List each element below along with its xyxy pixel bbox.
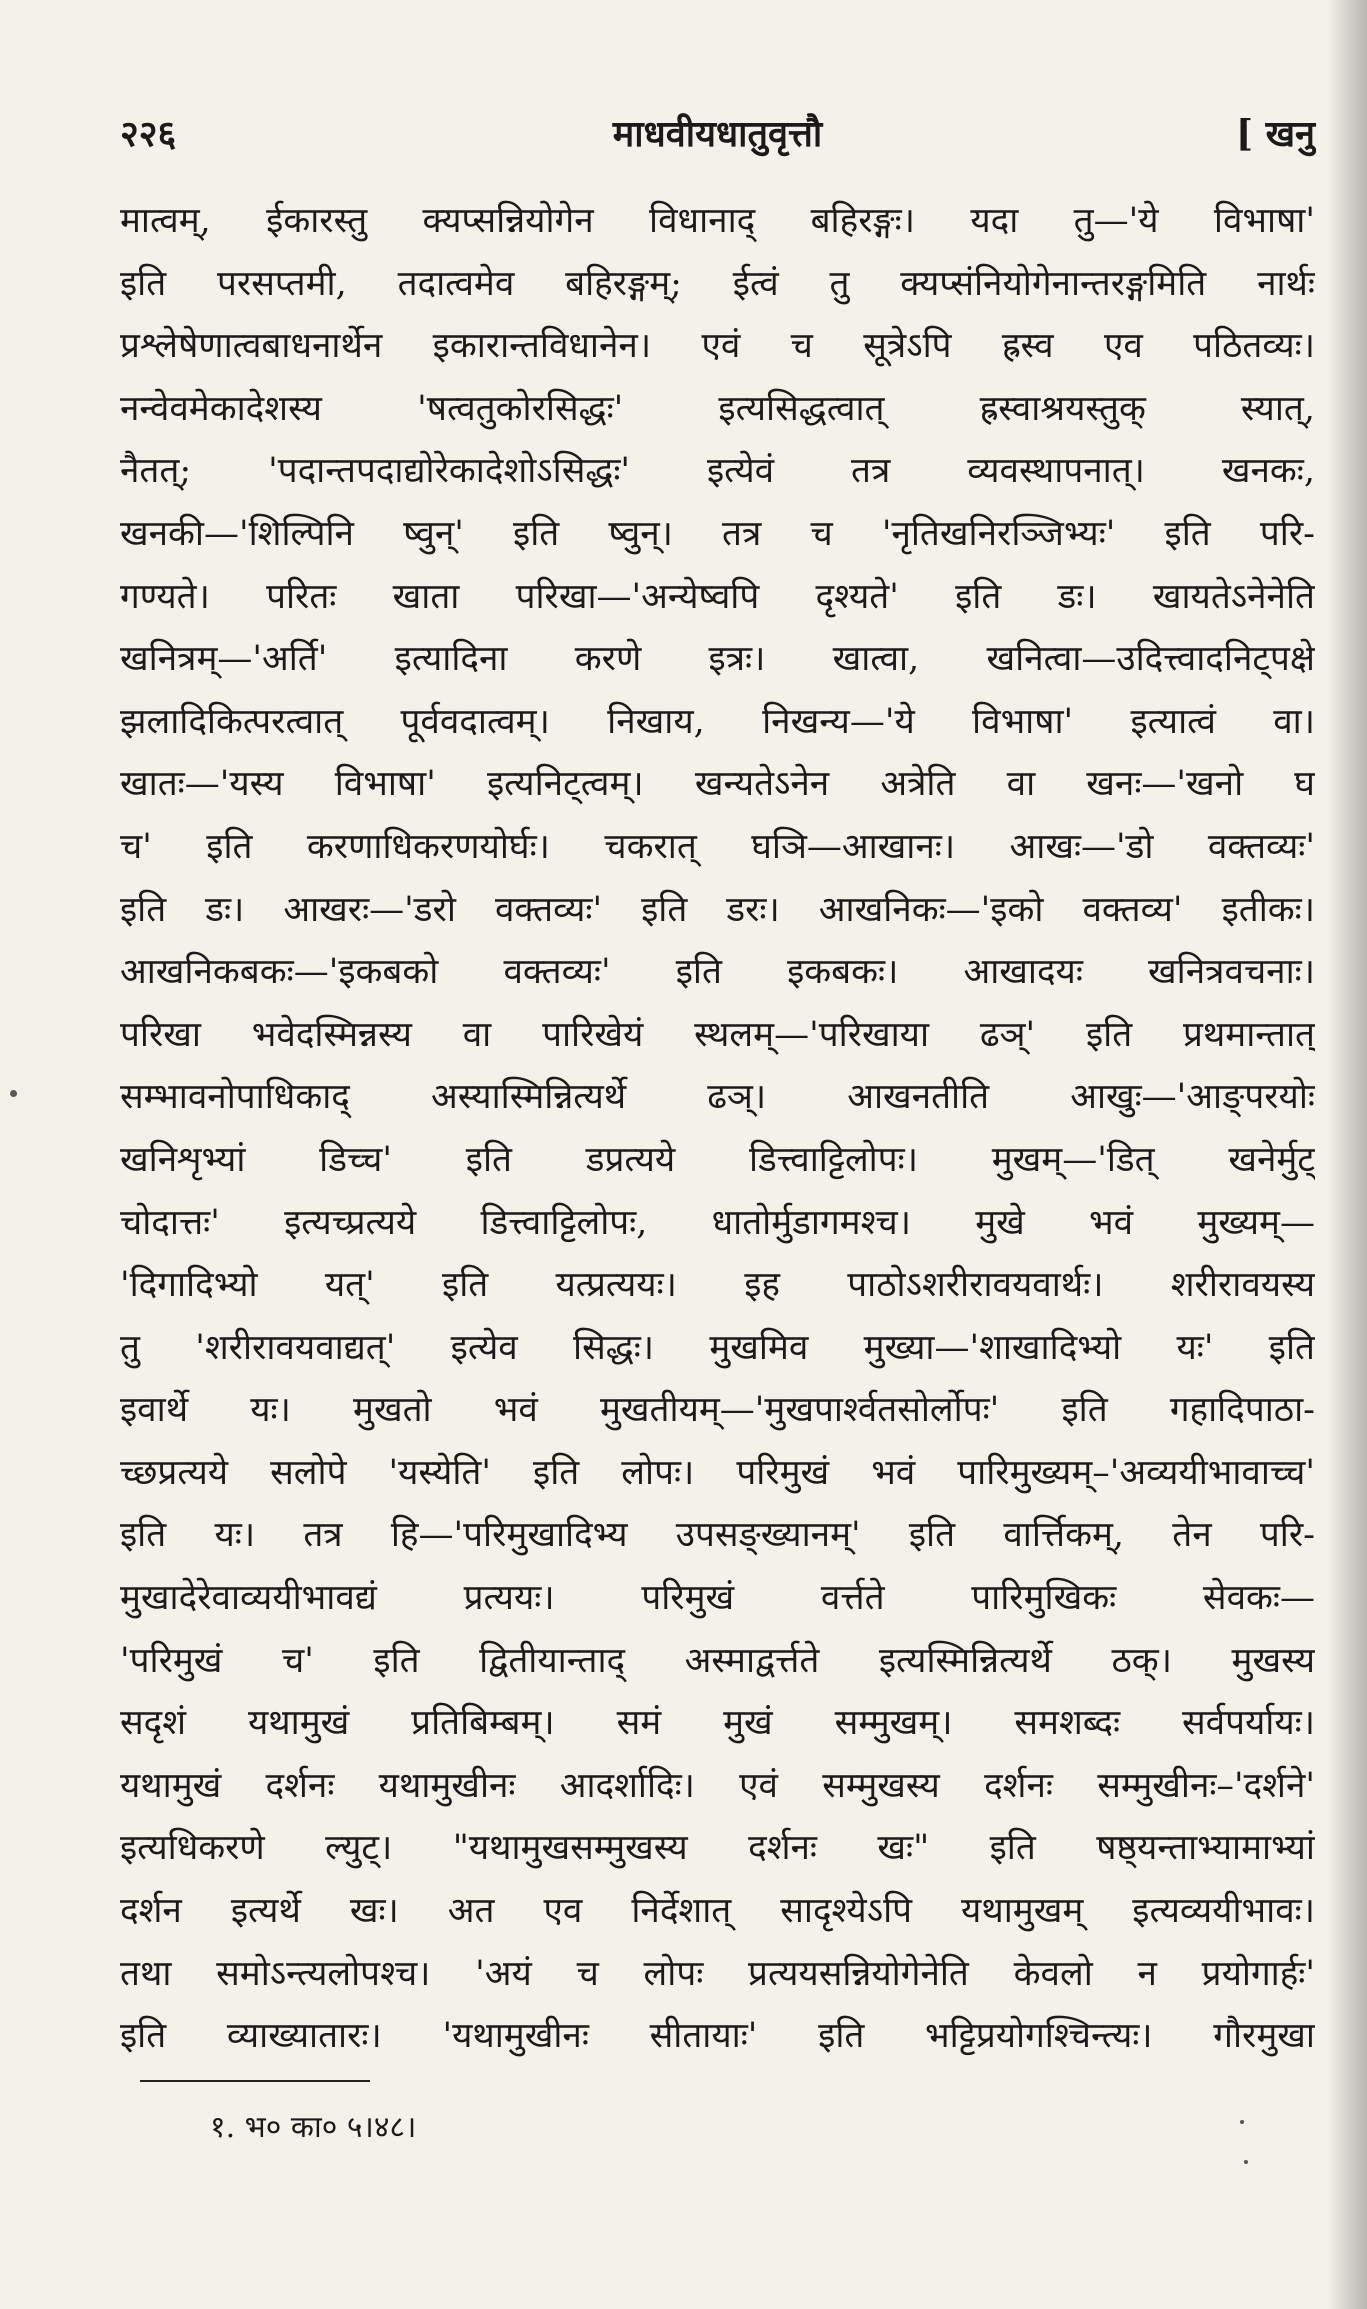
book-page	[120, 0, 1315, 2309]
text-line: च' इति करणाधिकरणयोर्घः। चकरात् घञि—आखानः। आखः—'डो वक्तव्यः'	[120, 826, 1315, 867]
text-line: इवार्थे यः। मुखतो भवं मुखतीयम्—'मुखपार्श्वतसोर्लोपः' इति गहादिपाठा-	[120, 1390, 1315, 1431]
text-line: इति परसप्तमी, तदात्वमेव बहिरङ्गम्; ईत्वं तु क्यप्संनियोगेनान्तरङ्गमिति नार्थः	[120, 263, 1315, 304]
footnote: १. भ० का० ५।४८।	[210, 2110, 417, 2145]
text-line: इति व्याख्यातारः। 'यथामुखीनः सीतायाः' इति भट्टिप्रयोगश्चिन्त्यः। गौरमुखा	[120, 2016, 1315, 2057]
text-line: 'परिमुखं च' इति द्वितीयान्ताद् अस्माद्वर्त्तते इत्यस्मिन्नित्यर्थे ठक्। मुखस्य	[120, 1640, 1315, 1681]
text-line: खातः—'यस्य विभाषा' इत्यनिट्त्वम्। खन्यतेऽनेन अत्रेति वा खनः—'खनो घ	[120, 764, 1315, 805]
text-line: इत्यधिकरणे ल्युट्। "यथामुखसम्मुखस्य दर्शनः खः" इति षष्ठ्यन्ताभ्यामाभ्यां	[120, 1828, 1315, 1869]
text-line: आखनिकबकः—'इकबको वक्तव्यः' इति इकबकः। आखादयः खनित्रवचनाः।	[120, 952, 1315, 993]
text-line: तथा समोऽन्त्यलोपश्च। 'अयं च लोपः प्रत्ययसन्नियोगेनेति केवलो न प्रयोगार्हः'	[120, 1953, 1315, 1994]
running-title: माधवीयधातुवृत्तौ	[612, 113, 823, 155]
text-line: 'दिगादिभ्यो यत्' इति यत्प्रत्ययः। इह पाठोऽशरीरावयवार्थः। शरीरावयस्य	[120, 1265, 1315, 1306]
text-line: सदृशं यथामुखं प्रतिबिम्बम्। समं मुखं सम्मुखम्। समशब्दः सर्वपर्यायः।	[120, 1703, 1315, 1744]
text-line: खनित्रम्—'अर्ति' इत्यादिना करणे इत्रः। खात्वा, खनित्वा—उदित्त्वादनिट्पक्षे	[120, 639, 1315, 680]
text-line: खनिशृभ्यां डिच्च' इति डप्रत्यये डित्त्वाट्टिलोपः। मुखम्—'डित् खनेर्मुट्	[120, 1139, 1315, 1180]
main-text	[120, 190, 1315, 2068]
text-line: तु 'शरीरावयवाद्यत्' इत्येव सिद्धः। मुखमिव मुख्या—'शाखादिभ्यो यः' इति	[120, 1327, 1315, 1368]
text-line: परिखा भवेदस्मिन्नस्य वा पारिखेयं स्थलम्—'परिखाया ढञ्' इति प्रथमान्तात्	[120, 1014, 1315, 1055]
footnote-rule	[140, 2080, 370, 2082]
ink-speck	[10, 1090, 17, 1097]
text-line: मात्वम्, ईकारस्तु क्यप्सन्नियोगेन विधानाद् बहिरङ्गः। यदा तु—'ये विभाषा'	[120, 201, 1315, 241]
text-line: इति यः। तत्र हि—'परिमुखादिभ्य उपसङ्ख्यानम्' इति वार्त्तिकम्, तेन परि-	[120, 1515, 1315, 1556]
text-line: च्छप्रत्यये सलोपे 'यस्येति' इति लोपः। परिमुखं भवं पारिमुख्यम्–'अव्ययीभावाच्च'	[120, 1452, 1315, 1493]
text-line: इति डः। आखरः—'डरो वक्तव्यः' इति डरः। आखनिकः—'इको वक्तव्य' इतीकः।	[120, 889, 1315, 930]
text-line: सम्भावनोपाधिकाद् अस्यास्मिन्नित्यर्थे ढञ्। आखनतीति आखुः—'आङ्परयोः	[120, 1077, 1315, 1118]
text-line: गण्यते। परितः खाता परिखा—'अन्येष्वपि दृश्यते' इति डः। खायतेऽनेनेति	[120, 576, 1315, 617]
text-line: नैतत्; 'पदान्तपदाद्योरेकादेशोऽसिद्धः' इत्येवं तत्र व्यवस्थापनात्। खनकः,	[120, 451, 1315, 492]
scan-page-edge-shadow	[1327, 0, 1367, 2309]
text-line: नन्वेवमेकादेशस्य 'षत्वतुकोरसिद्धः' इत्यसिद्धत्वात् ह्रस्वाश्रयस्तुक् स्यात्,	[120, 388, 1315, 429]
text-line: यथामुखं दर्शनः यथामुखीनः आदर्शादिः। एवं सम्मुखस्य दर्शनः सम्मुखीनः–'दर्शने'	[120, 1765, 1315, 1806]
text-line: दर्शन इत्यर्थे खः। अत एव निर्देशात् सादृश्येऽपि यथामुखम् इत्यव्ययीभावः।	[120, 1891, 1315, 1932]
text-line: प्रश्लेषेणात्वबाधनार्थेन इकारान्तविधानेन। एवं च सूत्रेऽपि ह्रस्व एव पठितव्यः।	[120, 326, 1315, 367]
text-line: मुखादेरेवाव्ययीभावद्यं प्रत्ययः। परिमुखं वर्त्तते पारिमुखिकः सेवकः—	[120, 1578, 1315, 1619]
section-marker: [ खनु	[1236, 113, 1315, 155]
running-header	[120, 108, 1315, 168]
text-line: खनकी—'शिल्पिनि ष्वुन्' इति ष्वुन्। तत्र च 'नृतिखनिरञ्जिभ्यः' इति परि-	[120, 513, 1315, 554]
page-number: २२६	[120, 113, 177, 155]
text-line: झलादिकित्परत्वात् पूर्ववदात्वम्। निखाय, निखन्य—'ये विभाषा' इत्यात्वं वा।	[120, 701, 1315, 742]
text-line: चोदात्तः' इत्यच्प्रत्यये डित्त्वाट्टिलोपः, धातोर्मुडागमश्च। मुखे भवं मुख्यम्—	[120, 1202, 1315, 1243]
